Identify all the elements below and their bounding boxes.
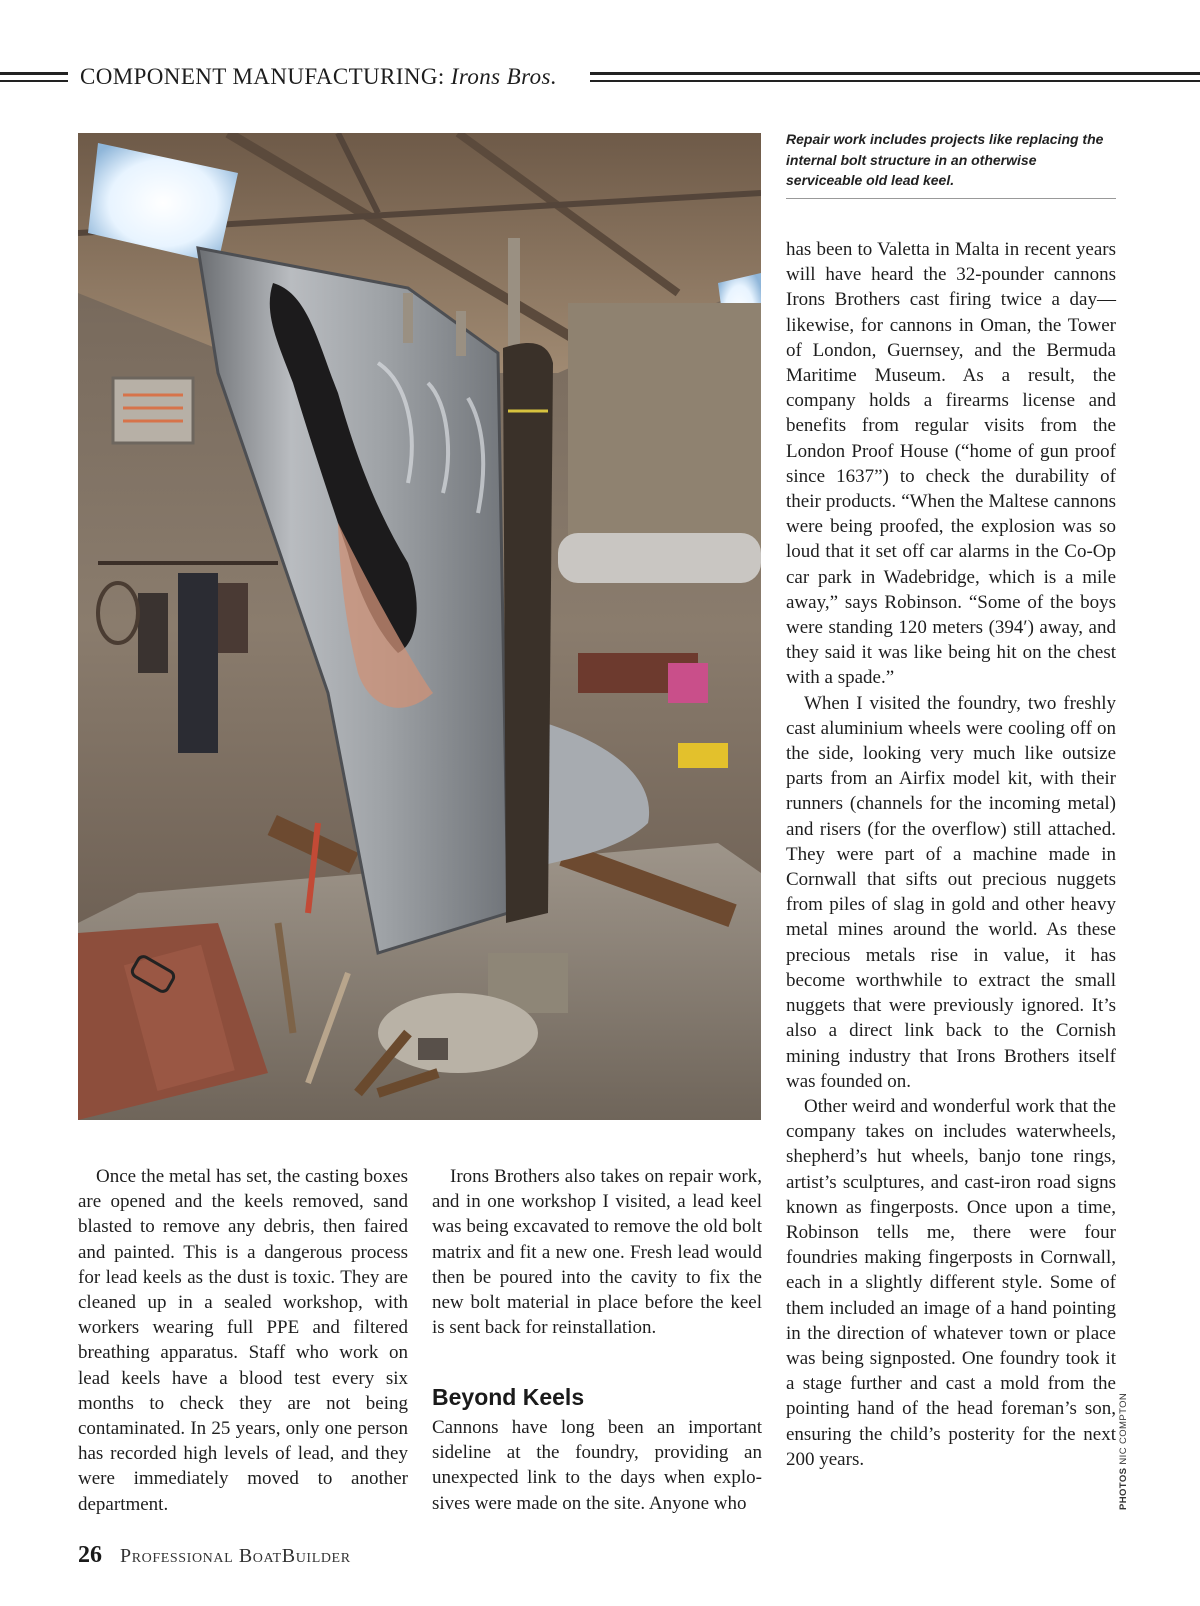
header-rule-left-bottom [0, 80, 68, 82]
subhead-beyond-keels: Beyond Keels [432, 1384, 585, 1410]
column-2-continued [432, 1415, 762, 1516]
header-rule-right-top [590, 72, 1200, 75]
section-header [80, 62, 557, 92]
page-number: 26 [78, 1542, 102, 1568]
photo-credit [1118, 1393, 1129, 1510]
photo-caption: Repair work includes projects like replacing the internal bolt structure in an otherwise serviceable old lead keel. [786, 131, 1104, 188]
photo-credit-label: PHOTOS [1118, 1467, 1129, 1510]
col2-paragraph-2: Cannons have long been an important sideline at the foundry, providing an unexpected link to the days when explosives were made on the site. Anyone who [432, 1417, 762, 1514]
magazine-name: Professional BoatBuilder [120, 1545, 351, 1567]
section-subject: Irons Bros. [450, 64, 558, 89]
caption-divider [786, 198, 1116, 199]
column-3 [786, 237, 1116, 1472]
header-rule-left-top [0, 72, 68, 75]
header-rule-right-bottom [590, 80, 1200, 82]
column-1 [78, 1164, 408, 1517]
col3-paragraph-3: Other weird and wonderful work that the company takes on includes waterwheels, shepherd’s hut wheels, banjo tone rings, artist’s sculptures, and cast-iron road signs known as fingerposts. Once upon a time, Robinson tells me, there were four foundries making fingerposts in Cornwall, each in a slightly different style. Some of them included an image of a hand pointing in the direction of whatever town or place was being signposted. One foundry took it a stage further and cast a mold from the pointing hand of the head foreman’s son, ensuring the child’s posterity for the next 200 years. [786, 1095, 1116, 1470]
col2-paragraph-1: Irons Brothers also takes on repair work, and in one workshop I visited, a lead keel was being excavated to remove the old bolt matrix and fit a new one. Fresh lead would then be poured into the cavity to fix the new bolt material in place before the keel is sent back for reinstallation. [432, 1166, 762, 1339]
col3-paragraph-2: When I visited the foundry, two freshly cast aluminium wheels were cooling off on the side, looking very much like outsize parts from an Airfix model kit, with their runners (channels for the incoming metal) and risers (for the overflow) still attached. They were part of a machine made in Cornwall that sifts out precious nuggets from piles of slag in gold and other heavy metal mines around the world. As these precious metals rise in value, it has become worthwhile to extract the small nuggets that were previously ignored. It’s also a direct link back to the Cornish mining industry that Irons Brothers itself was founded on. [786, 692, 1116, 1092]
section-label: COMPONENT MANUFACTURING: [80, 64, 445, 89]
col1-paragraph-1: Once the metal has set, the casting boxes are opened and the keels removed, sand blasted to remove any debris, then faired and painted. This is a dangerous process for lead keels as the dust is toxic. They are cleaned up in a sealed workshop, with workers wearing full PPE and filtered breathing apparatus. Staff who work on lead keels have a blood test every six months to check they are not being contaminated. In 25 years, only one person has recorded high levels of lead, and they were immediately moved to another department. [78, 1166, 408, 1515]
column-2 [432, 1164, 762, 1340]
col3-paragraph-1: has been to Valetta in Malta in recent years will have heard the 32-pounder cannons Irons Brothers cast firing twice a day—likewise, for cannons in Oman, the Tower of London, Guernsey, and the Bermuda Maritime Museum. As a result, the company holds a firearms license and benefits from regular visits from the London Proof House (“home of gun proof since 1637”) to check the durability of their products. “When the Maltese cannons were being proofed, the explosion was so loud that it set off car alarms in the Co-Op car park in Wadebridge, which is a mile away,” says Robinson. “Some of the boys were standing 120 meters (394′) away, and they said it was like being hit on the chest with a spade.” [786, 239, 1116, 689]
photo-credit-name: NIC COMPTON [1118, 1392, 1129, 1465]
photo-keel-foundry-icon [78, 133, 761, 1120]
keel-photo [78, 133, 761, 1120]
